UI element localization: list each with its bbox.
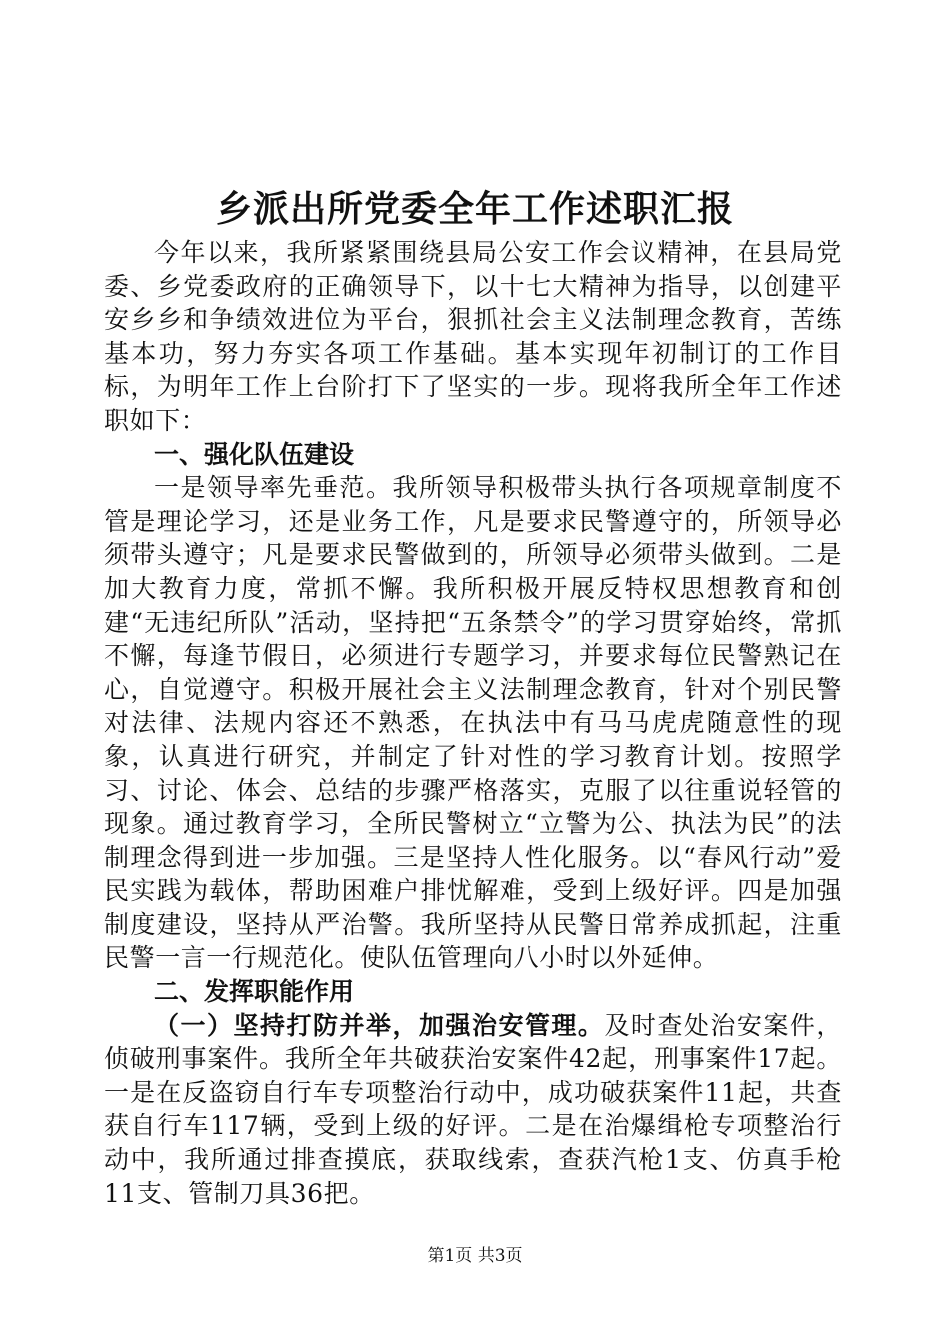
section-2-paragraph: [104, 1009, 842, 1211]
section-heading-2: 二、发挥职能作用: [154, 977, 355, 1007]
intro-paragraph: 今年以来，我所紧紧围绕县局公安工作会议精神，在县局党委、乡党委政府的正确领导下，以十七大精神为指导，以创建平安乡乡和争绩效进位为平台，狠抓社会主义法制理念教育，苦练基本功，努力夯实各项工作基础。基本实现年初制订的工作目标，为明年工作上台阶打下了坚实的一步。现将我所全年工作述职如下：: [104, 238, 842, 435]
section-heading-1: 一、强化队伍建设: [154, 439, 355, 469]
subsection-body: 及时查处治安案件，侦破刑事案件。我所全年共破获治安案件42起，刑事案件17起。一是在反盗窃自行车专项整治行动中，成功破获案件11起，共查获自行车117辆，受到上级的好评。二是在治爆缉枪专项整治行动中，我所通过排查摸底，获取线索，查获汽枪1支、仿真手枪11支、管制刀具36把。: [104, 1010, 843, 1208]
subsection-lead: （一）坚持打防并举，加强治安管理。: [154, 1010, 605, 1040]
document-title: 乡派出所党委全年工作述职汇报: [215, 189, 734, 230]
document-body: [104, 236, 842, 1210]
section-1-paragraph: 一是领导率先垂范。我所领导积极带头执行各项规章制度不管是理论学习，还是业务工作，凡是要求民警遵守的，所领导必须带头遵守；凡是要求民警做到的，所领导必须带头做到。二是加大教育力度，常抓不懈。我所积极开展反特权思想教育和创建“无违纪所队”活动，坚持把“五条禁令”的学习贯穿始终，常抓不懈，每逢节假日，必须进行专题学习，并要求每位民警熟记在心，自觉遵守。积极开展社会主义法制理念教育，针对个别民警对法律、法规内容还不熟悉，在执法中有马马虎虎随意性的现象，认真进行研究，并制定了针对性的学习教育计划。按照学习、讨论、体会、总结的步骤严格落实，克服了以往重说轻管的现象。通过教育学习，全所民警树立“立警为公、执法为民”的法制理念得到进一步加强。三是坚持人性化服务。以“春风行动”爱民实践为载体，帮助困难户排忧解难，受到上级好评。四是加强制度建设，坚持从严治警。我所坚持从民警日常养成抓起，注重民警一言一行规范化。使队伍管理向八小时以外延伸。: [104, 473, 842, 973]
page-footer: 第1页 共3页: [427, 1246, 523, 1266]
